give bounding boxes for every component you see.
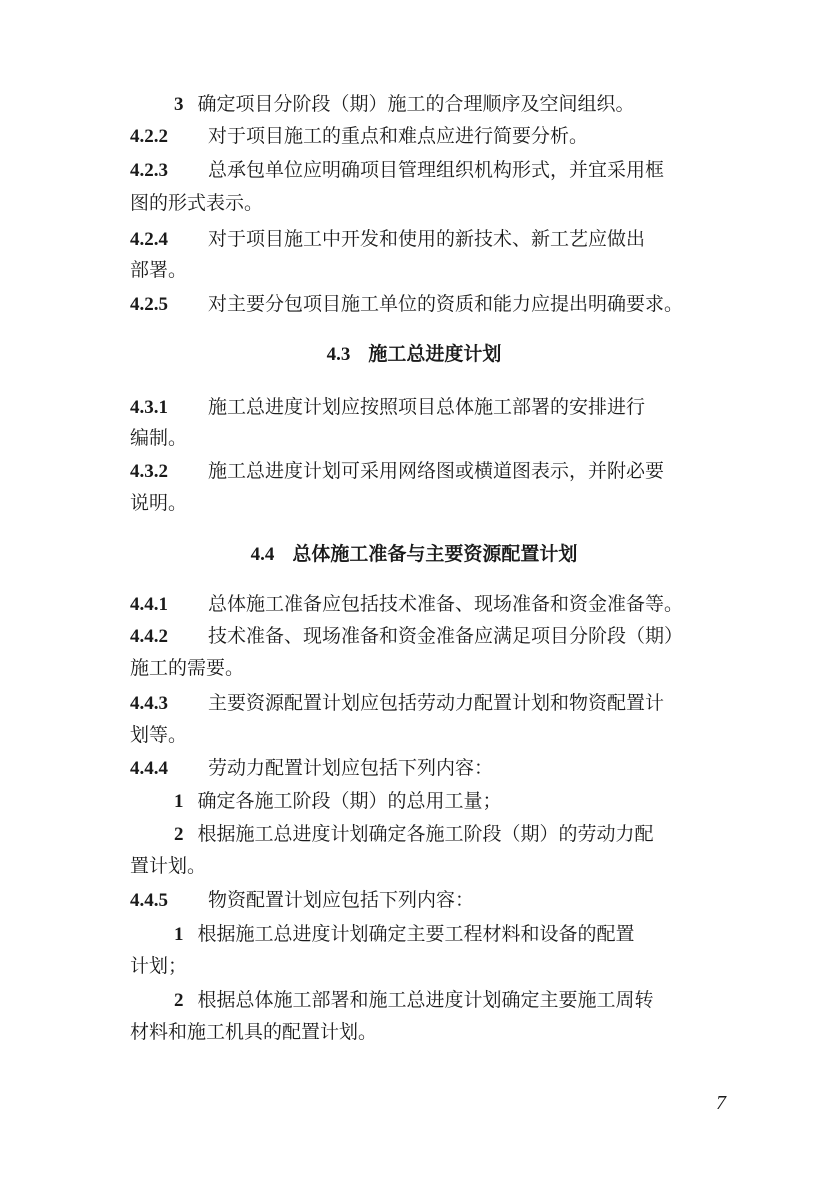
clause-continuation (130, 851, 750, 881)
clause-text: 施工总进度计划应按照项目总体施工部署的安排进行 (208, 396, 646, 418)
clause-4-2-5 (130, 289, 750, 320)
clause-continuation (130, 488, 750, 518)
item-text: 确定各施工阶段（期）的总用工量； (197, 790, 502, 812)
clause-4-4-4 (130, 753, 750, 784)
clause-4-4-5 (130, 885, 750, 916)
clause-continuation (130, 951, 750, 981)
clause-number: 4.4.3 (130, 693, 168, 714)
clause-number: 4.4.4 (130, 758, 168, 779)
clause-continuation (130, 188, 750, 218)
item-text: 根据施工总进度计划确定各施工阶段（期）的劳动力配 (197, 823, 654, 845)
clause-4-2-4 (130, 224, 750, 255)
item-text: 根据施工总进度计划确定主要工程材料和设备的配置 (197, 923, 635, 945)
list-item (174, 919, 750, 950)
item-number: 2 (174, 990, 184, 1011)
list-item (174, 819, 750, 850)
clause-4-2-3 (130, 155, 750, 186)
section-title: 施工总进度计划 (368, 343, 502, 365)
clause-text: 对主要分包项目施工单位的资质和能力应提出明确要求。 (208, 293, 684, 315)
item-number: 1 (174, 924, 184, 945)
clause-continuation (130, 255, 750, 285)
section-title: 总体施工准备与主要资源配置计划 (292, 543, 578, 565)
clause-4-4-3 (130, 688, 750, 719)
page-number: 7 (716, 1092, 726, 1114)
clause-text: 图的形式表示。 (130, 192, 264, 214)
clause-number: 4.3.1 (130, 397, 168, 418)
clause-text: 施工总进度计划可采用网络图或横道图表示，并附必要 (208, 460, 665, 482)
clause-continuation (130, 720, 750, 750)
item-text: 根据总体施工部署和施工总进度计划确定主要施工周转 (197, 989, 654, 1011)
clause-continuation (130, 1017, 750, 1047)
item-number: 1 (174, 791, 184, 812)
section-heading-4-3 (0, 339, 828, 370)
clause-number: 4.4.1 (130, 594, 168, 615)
clause-text: 划等。 (130, 724, 188, 746)
clause-4-4-1 (130, 589, 750, 620)
list-item (174, 89, 750, 120)
clause-text: 置计划。 (130, 855, 207, 877)
clause-number: 4.4.2 (130, 626, 168, 647)
item-number: 2 (174, 824, 184, 845)
clause-text: 总承包单位应明确项目管理组织机构形式，并宜采用框 (208, 159, 665, 181)
clause-text: 部署。 (130, 259, 188, 281)
section-number: 4.3 (326, 344, 351, 365)
clause-text: 说明。 (130, 492, 188, 514)
clause-number: 4.2.3 (130, 160, 168, 181)
clause-text: 主要资源配置计划应包括劳动力配置计划和物资配置计 (208, 692, 665, 714)
section-heading-4-4 (0, 539, 828, 570)
clause-continuation (130, 653, 750, 683)
clause-text: 材料和施工机具的配置计划。 (130, 1021, 378, 1043)
clause-text: 技术准备、现场准备和资金准备应满足项目分阶段（期） (208, 625, 684, 647)
clause-continuation (130, 423, 750, 453)
section-number: 4.4 (250, 544, 275, 565)
clause-4-2-2 (130, 121, 750, 152)
item-number: 3 (174, 94, 184, 115)
list-item (174, 985, 750, 1016)
clause-number: 4.2.2 (130, 126, 168, 147)
clause-text: 施工的需要。 (130, 657, 245, 679)
item-text: 确定项目分阶段（期）施工的合理顺序及空间组织。 (197, 93, 635, 115)
clause-4-3-2 (130, 456, 750, 487)
clause-number: 4.3.2 (130, 461, 168, 482)
clause-text: 计划； (130, 955, 188, 977)
clause-4-3-1 (130, 392, 750, 423)
clause-text: 编制。 (130, 427, 188, 449)
clause-number: 4.2.4 (130, 229, 168, 250)
clause-text: 总体施工准备应包括技术准备、现场准备和资金准备等。 (208, 593, 684, 615)
clause-text: 对于项目施工中开发和使用的新技术、新工艺应做出 (208, 228, 646, 250)
clause-text: 物资配置计划应包括下列内容： (208, 889, 475, 911)
clause-4-4-2 (130, 621, 750, 652)
clause-number: 4.4.5 (130, 890, 168, 911)
clause-text: 劳动力配置计划应包括下列内容： (208, 757, 494, 779)
list-item (174, 786, 750, 817)
clause-text: 对于项目施工的重点和难点应进行简要分析。 (208, 125, 589, 147)
clause-number: 4.2.5 (130, 294, 168, 315)
